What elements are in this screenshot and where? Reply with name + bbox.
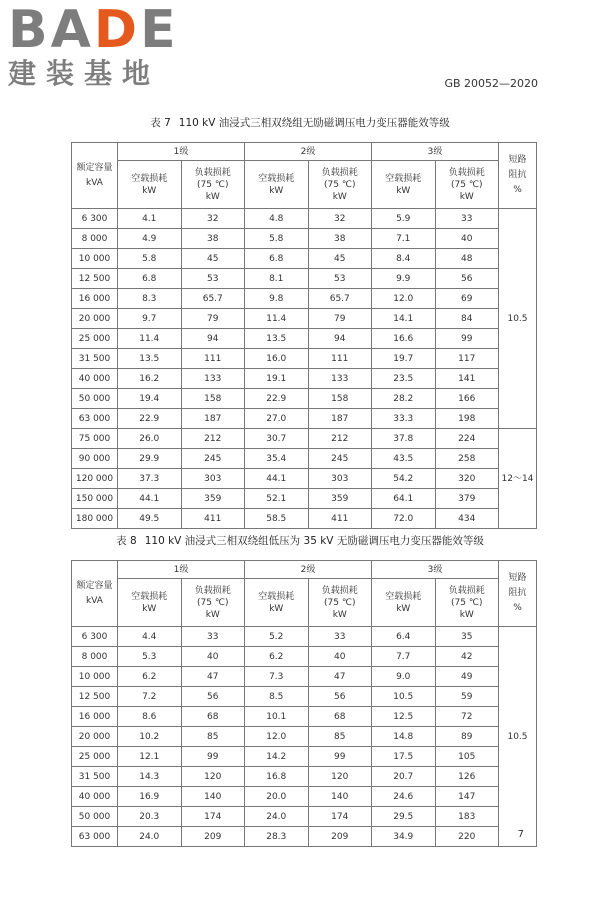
impedance-cell: 12～14 [499, 429, 537, 529]
grade3-load-cell: 99 [435, 329, 499, 349]
grade3-noload-cell: 9.0 [372, 667, 436, 687]
capacity-cell: 10 000 [72, 249, 118, 269]
table-row [72, 827, 537, 847]
grade3-noload-cell: 14.8 [372, 727, 436, 747]
load-loss-header [181, 579, 245, 627]
capacity-cell: 120 000 [72, 469, 118, 489]
grade2-noload-cell: 8.1 [245, 269, 309, 289]
capacity-cell: 63 000 [72, 409, 118, 429]
grade1-noload-cell: 29.9 [118, 449, 182, 469]
grade1-load-cell: 45 [181, 249, 245, 269]
impedance-header-l2: 阻抗 [508, 170, 527, 180]
grade3-noload-cell: 9.9 [372, 269, 436, 289]
grade2-noload-cell: 13.5 [245, 329, 309, 349]
table-row [72, 269, 537, 289]
grade1-noload-cell: 6.2 [118, 667, 182, 687]
load-loss-temp: (75 ℃) [451, 597, 483, 608]
grade3-noload-cell: 12.0 [372, 289, 436, 309]
grade2-load-cell: 65.7 [308, 289, 372, 309]
grade1-noload-cell: 20.3 [118, 807, 182, 827]
capacity-cell: 150 000 [72, 489, 118, 509]
grade2-load-cell: 68 [308, 707, 372, 727]
grade1-noload-cell: 14.3 [118, 767, 182, 787]
grade1-noload-cell: 4.1 [118, 209, 182, 229]
grade2-load-cell: 158 [308, 389, 372, 409]
noload-loss-label: 空载损耗 [131, 591, 168, 602]
grade2-noload-cell: 19.1 [245, 369, 309, 389]
grade2-load-cell: 187 [308, 409, 372, 429]
capacity-cell: 8 000 [72, 229, 118, 249]
grade2-load-cell: 45 [308, 249, 372, 269]
grade1-load-cell: 120 [181, 767, 245, 787]
load-loss-label: 负载损耗 [194, 585, 231, 596]
grade2-noload-cell: 16.8 [245, 767, 309, 787]
grade1-load-cell: 212 [181, 429, 245, 449]
grade1-noload-cell: 4.4 [118, 627, 182, 647]
table-row [72, 389, 537, 409]
grade3-noload-cell: 72.0 [372, 509, 436, 529]
grade1-load-cell: 111 [181, 349, 245, 369]
grade2-noload-cell: 9.8 [245, 289, 309, 309]
grade1-load-cell: 133 [181, 369, 245, 389]
grade2-load-cell: 303 [308, 469, 372, 489]
grade1-noload-cell: 22.9 [118, 409, 182, 429]
grade2-noload-cell: 20.0 [245, 787, 309, 807]
grade2-load-cell: 53 [308, 269, 372, 289]
grade2-load-cell: 40 [308, 647, 372, 667]
capacity-cell: 25 000 [72, 329, 118, 349]
table-row [72, 409, 537, 429]
capacity-header-label: 额定容量 [76, 162, 113, 173]
grade2-noload-cell: 7.3 [245, 667, 309, 687]
load-loss-unit: kW [332, 191, 347, 202]
table-row [72, 469, 537, 489]
grade1-load-cell: 79 [181, 309, 245, 329]
grade2-load-cell: 111 [308, 349, 372, 369]
load-loss-unit: kW [459, 191, 474, 202]
grade2-noload-cell: 28.3 [245, 827, 309, 847]
capacity-cell: 75 000 [72, 429, 118, 449]
grade2-load-cell: 38 [308, 229, 372, 249]
grade2-noload-cell: 35.4 [245, 449, 309, 469]
noload-loss-header [118, 579, 182, 627]
load-loss-temp: (75 ℃) [451, 179, 483, 190]
table-row [72, 309, 537, 329]
load-loss-header [181, 161, 245, 209]
capacity-cell: 12 500 [72, 269, 118, 289]
grade3-noload-cell: 34.9 [372, 827, 436, 847]
capacity-cell: 16 000 [72, 707, 118, 727]
capacity-header-unit: kVA [86, 595, 103, 606]
grade1-load-cell: 99 [181, 747, 245, 767]
grade3-noload-cell: 8.4 [372, 249, 436, 269]
table-row [72, 209, 537, 229]
grade1-load-cell: 47 [181, 667, 245, 687]
grade2-noload-cell: 6.2 [245, 647, 309, 667]
grade1-noload-cell: 8.6 [118, 707, 182, 727]
grade3-load-cell: 48 [435, 249, 499, 269]
grade1-load-cell: 303 [181, 469, 245, 489]
table-row [72, 329, 537, 349]
grade1-noload-cell: 12.1 [118, 747, 182, 767]
load-loss-header [308, 579, 372, 627]
grade1-load-cell: 209 [181, 827, 245, 847]
load-loss-unit: kW [332, 609, 347, 620]
capacity-header-unit: kVA [86, 177, 103, 188]
load-loss-unit: kW [205, 191, 220, 202]
grade1-noload-cell: 26.0 [118, 429, 182, 449]
noload-loss-unit: kW [269, 185, 284, 196]
capacity-header-label: 额定容量 [76, 580, 113, 591]
noload-loss-unit: kW [142, 185, 157, 196]
table-row [72, 369, 537, 389]
load-loss-label: 负载损耗 [448, 167, 485, 178]
grade3-load-cell: 40 [435, 229, 499, 249]
impedance-header [499, 561, 537, 627]
grade3-load-cell: 105 [435, 747, 499, 767]
noload-loss-unit: kW [142, 603, 157, 614]
grade1-noload-cell: 6.8 [118, 269, 182, 289]
grade3-load-cell: 147 [435, 787, 499, 807]
capacity-cell: 16 000 [72, 289, 118, 309]
impedance-header [499, 143, 537, 209]
grade2-noload-cell: 44.1 [245, 469, 309, 489]
grade3-load-cell: 89 [435, 727, 499, 747]
grade2-load-cell: 56 [308, 687, 372, 707]
grade2-noload-cell: 14.2 [245, 747, 309, 767]
load-loss-label: 负载损耗 [448, 585, 485, 596]
grade3-load-cell: 49 [435, 667, 499, 687]
grade3-noload-cell: 28.2 [372, 389, 436, 409]
grade1-load-cell: 33 [181, 627, 245, 647]
grade1-noload-cell: 7.2 [118, 687, 182, 707]
grade1-noload-cell: 37.3 [118, 469, 182, 489]
grade1-load-cell: 38 [181, 229, 245, 249]
capacity-cell: 20 000 [72, 309, 118, 329]
grade2-load-cell: 209 [308, 827, 372, 847]
capacity-cell: 31 500 [72, 349, 118, 369]
grade3-noload-cell: 64.1 [372, 489, 436, 509]
table7-number: 表 7 [150, 117, 171, 129]
noload-loss-header [372, 161, 436, 209]
grade3-header: 3级 [372, 143, 499, 161]
grade1-load-cell: 40 [181, 647, 245, 667]
grade3-load-cell: 166 [435, 389, 499, 409]
grade1-load-cell: 187 [181, 409, 245, 429]
impedance-header-l2: 阻抗 [508, 588, 527, 598]
load-loss-header [435, 579, 499, 627]
grade3-noload-cell: 33.3 [372, 409, 436, 429]
grade3-noload-cell: 19.7 [372, 349, 436, 369]
logo-letter-accent: D [93, 0, 141, 60]
capacity-cell: 40 000 [72, 787, 118, 807]
grade3-load-cell: 84 [435, 309, 499, 329]
grade3-load-cell: 126 [435, 767, 499, 787]
grade2-load-cell: 120 [308, 767, 372, 787]
capacity-cell: 40 000 [72, 369, 118, 389]
grade3-load-cell: 42 [435, 647, 499, 667]
capacity-cell: 31 500 [72, 767, 118, 787]
table7-title: 110 kV 油浸式三相双绕组无励磁调压电力变压器能效等级 [178, 117, 450, 129]
capacity-cell: 180 000 [72, 509, 118, 529]
capacity-cell: 12 500 [72, 687, 118, 707]
grade3-noload-cell: 17.5 [372, 747, 436, 767]
impedance-header-l1: 短路 [508, 155, 527, 165]
grade3-load-cell: 72 [435, 707, 499, 727]
load-loss-label: 负载损耗 [194, 167, 231, 178]
capacity-cell: 50 000 [72, 807, 118, 827]
table7 [71, 142, 537, 529]
grade1-noload-cell: 13.5 [118, 349, 182, 369]
table-row [72, 249, 537, 269]
grade1-load-cell: 411 [181, 509, 245, 529]
load-loss-temp: (75 ℃) [197, 597, 229, 608]
load-loss-header [308, 161, 372, 209]
table-row [72, 727, 537, 747]
grade1-load-cell: 158 [181, 389, 245, 409]
grade3-noload-cell: 14.1 [372, 309, 436, 329]
grade1-load-cell: 245 [181, 449, 245, 469]
grade1-noload-cell: 19.4 [118, 389, 182, 409]
table8-body [72, 627, 537, 847]
grade3-load-cell: 198 [435, 409, 499, 429]
grade2-noload-cell: 30.7 [245, 429, 309, 449]
noload-loss-label: 空载损耗 [131, 173, 168, 184]
grade3-noload-cell: 24.6 [372, 787, 436, 807]
grade2-load-cell: 359 [308, 489, 372, 509]
logo-letters-b: E [140, 0, 179, 60]
capacity-cell: 20 000 [72, 727, 118, 747]
grade3-load-cell: 56 [435, 269, 499, 289]
grade3-load-cell: 183 [435, 807, 499, 827]
load-loss-temp: (75 ℃) [324, 597, 356, 608]
table8-number: 表 8 [116, 535, 137, 547]
noload-loss-header [118, 161, 182, 209]
load-loss-unit: kW [205, 609, 220, 620]
grade2-header: 2级 [245, 143, 372, 161]
grade3-noload-cell: 37.8 [372, 429, 436, 449]
grade1-load-cell: 174 [181, 807, 245, 827]
grade1-noload-cell: 49.5 [118, 509, 182, 529]
grade3-load-cell: 141 [435, 369, 499, 389]
brand-logo [8, 0, 179, 90]
noload-loss-label: 空载损耗 [385, 591, 422, 602]
table-row [72, 229, 537, 249]
table7-caption [0, 115, 600, 130]
grade3-load-cell: 379 [435, 489, 499, 509]
grade1-load-cell: 53 [181, 269, 245, 289]
table-row [72, 767, 537, 787]
noload-loss-header [245, 161, 309, 209]
grade3-noload-cell: 12.5 [372, 707, 436, 727]
table-row [72, 747, 537, 767]
table-row [72, 627, 537, 647]
capacity-header [72, 143, 118, 209]
grade1-load-cell: 140 [181, 787, 245, 807]
grade3-load-cell: 320 [435, 469, 499, 489]
grade2-noload-cell: 27.0 [245, 409, 309, 429]
grade2-load-cell: 212 [308, 429, 372, 449]
grade1-load-cell: 56 [181, 687, 245, 707]
grade1-noload-cell: 4.9 [118, 229, 182, 249]
grade2-noload-cell: 5.8 [245, 229, 309, 249]
logo-wordmark [8, 0, 179, 60]
grade2-noload-cell: 22.9 [245, 389, 309, 409]
grade3-noload-cell: 5.9 [372, 209, 436, 229]
grade2-load-cell: 174 [308, 807, 372, 827]
grade1-noload-cell: 5.3 [118, 647, 182, 667]
table-row [72, 449, 537, 469]
grade3-load-cell: 434 [435, 509, 499, 529]
table-row [72, 807, 537, 827]
grade1-load-cell: 65.7 [181, 289, 245, 309]
grade1-noload-cell: 5.8 [118, 249, 182, 269]
grade2-load-cell: 245 [308, 449, 372, 469]
table8-title: 110 kV 油浸式三相双绕组低压为 35 kV 无励磁调压电力变压器能效等级 [144, 535, 484, 547]
grade2-load-cell: 99 [308, 747, 372, 767]
capacity-cell: 6 300 [72, 627, 118, 647]
grade2-noload-cell: 58.5 [245, 509, 309, 529]
table-row [72, 687, 537, 707]
grade1-load-cell: 359 [181, 489, 245, 509]
grade3-load-cell: 35 [435, 627, 499, 647]
load-loss-unit: kW [459, 609, 474, 620]
table-row [72, 509, 537, 529]
grade2-load-cell: 94 [308, 329, 372, 349]
load-loss-temp: (75 ℃) [324, 179, 356, 190]
grade1-noload-cell: 44.1 [118, 489, 182, 509]
grade1-load-cell: 94 [181, 329, 245, 349]
grade2-load-cell: 33 [308, 627, 372, 647]
impedance-header-l3: % [513, 603, 522, 613]
capacity-cell: 8 000 [72, 647, 118, 667]
logo-letters-a: BA [8, 0, 94, 60]
capacity-cell: 25 000 [72, 747, 118, 767]
table-row [72, 349, 537, 369]
table8-caption [0, 533, 600, 548]
capacity-cell: 50 000 [72, 389, 118, 409]
grade1-noload-cell: 24.0 [118, 827, 182, 847]
grade1-load-cell: 85 [181, 727, 245, 747]
logo-tagline: 建装基地 [8, 57, 161, 90]
table-row [72, 489, 537, 509]
grade3-noload-cell: 23.5 [372, 369, 436, 389]
impedance-header-l3: % [513, 185, 522, 195]
grade2-load-cell: 133 [308, 369, 372, 389]
standard-code: GB 20052—2020 [444, 77, 538, 90]
grade2-load-cell: 47 [308, 667, 372, 687]
grade2-noload-cell: 52.1 [245, 489, 309, 509]
grade3-noload-cell: 6.4 [372, 627, 436, 647]
grade3-load-cell: 224 [435, 429, 499, 449]
grade3-noload-cell: 10.5 [372, 687, 436, 707]
load-loss-label: 负载损耗 [321, 585, 358, 596]
table7-body [72, 209, 537, 529]
capacity-cell: 63 000 [72, 827, 118, 847]
table-row [72, 667, 537, 687]
grade1-load-cell: 32 [181, 209, 245, 229]
grade2-noload-cell: 10.1 [245, 707, 309, 727]
table-row [72, 289, 537, 309]
grade3-noload-cell: 54.2 [372, 469, 436, 489]
grade3-noload-cell: 7.7 [372, 647, 436, 667]
noload-loss-unit: kW [396, 603, 411, 614]
grade2-noload-cell: 24.0 [245, 807, 309, 827]
grade2-noload-cell: 12.0 [245, 727, 309, 747]
capacity-header [72, 561, 118, 627]
load-loss-label: 负载损耗 [321, 167, 358, 178]
grade2-noload-cell: 11.4 [245, 309, 309, 329]
noload-loss-unit: kW [269, 603, 284, 614]
load-loss-temp: (75 ℃) [197, 179, 229, 190]
grade1-noload-cell: 11.4 [118, 329, 182, 349]
grade1-header: 1级 [118, 561, 245, 579]
grade1-noload-cell: 10.2 [118, 727, 182, 747]
capacity-cell: 10 000 [72, 667, 118, 687]
grade2-load-cell: 79 [308, 309, 372, 329]
grade1-load-cell: 68 [181, 707, 245, 727]
page-number: 7 [517, 829, 524, 840]
noload-loss-header [372, 579, 436, 627]
impedance-cell: 10.5 [499, 627, 537, 847]
noload-loss-label: 空载损耗 [258, 591, 295, 602]
noload-loss-header [245, 579, 309, 627]
grade3-load-cell: 33 [435, 209, 499, 229]
table-row [72, 647, 537, 667]
grade3-noload-cell: 7.1 [372, 229, 436, 249]
grade2-load-cell: 411 [308, 509, 372, 529]
grade2-load-cell: 32 [308, 209, 372, 229]
grade3-noload-cell: 29.5 [372, 807, 436, 827]
grade3-noload-cell: 43.5 [372, 449, 436, 469]
grade2-noload-cell: 6.8 [245, 249, 309, 269]
table-row [72, 429, 537, 449]
noload-loss-unit: kW [396, 185, 411, 196]
grade3-load-cell: 258 [435, 449, 499, 469]
table8 [71, 560, 537, 847]
impedance-cell: 10.5 [499, 209, 537, 429]
grade3-load-cell: 220 [435, 827, 499, 847]
grade2-noload-cell: 4.8 [245, 209, 309, 229]
grade2-noload-cell: 16.0 [245, 349, 309, 369]
noload-loss-label: 空载损耗 [258, 173, 295, 184]
grade2-noload-cell: 8.5 [245, 687, 309, 707]
impedance-header-l1: 短路 [508, 573, 527, 583]
grade1-noload-cell: 16.9 [118, 787, 182, 807]
grade1-noload-cell: 9.7 [118, 309, 182, 329]
grade2-header: 2级 [245, 561, 372, 579]
grade3-noload-cell: 20.7 [372, 767, 436, 787]
load-loss-header [435, 161, 499, 209]
grade1-header: 1级 [118, 143, 245, 161]
noload-loss-label: 空载损耗 [385, 173, 422, 184]
capacity-cell: 6 300 [72, 209, 118, 229]
grade2-load-cell: 85 [308, 727, 372, 747]
grade1-noload-cell: 8.3 [118, 289, 182, 309]
grade2-load-cell: 140 [308, 787, 372, 807]
grade3-load-cell: 59 [435, 687, 499, 707]
grade3-noload-cell: 16.6 [372, 329, 436, 349]
grade1-noload-cell: 16.2 [118, 369, 182, 389]
table-row [72, 707, 537, 727]
grade3-load-cell: 117 [435, 349, 499, 369]
grade3-header: 3级 [372, 561, 499, 579]
table-row [72, 787, 537, 807]
grade2-noload-cell: 5.2 [245, 627, 309, 647]
capacity-cell: 90 000 [72, 449, 118, 469]
grade3-load-cell: 69 [435, 289, 499, 309]
